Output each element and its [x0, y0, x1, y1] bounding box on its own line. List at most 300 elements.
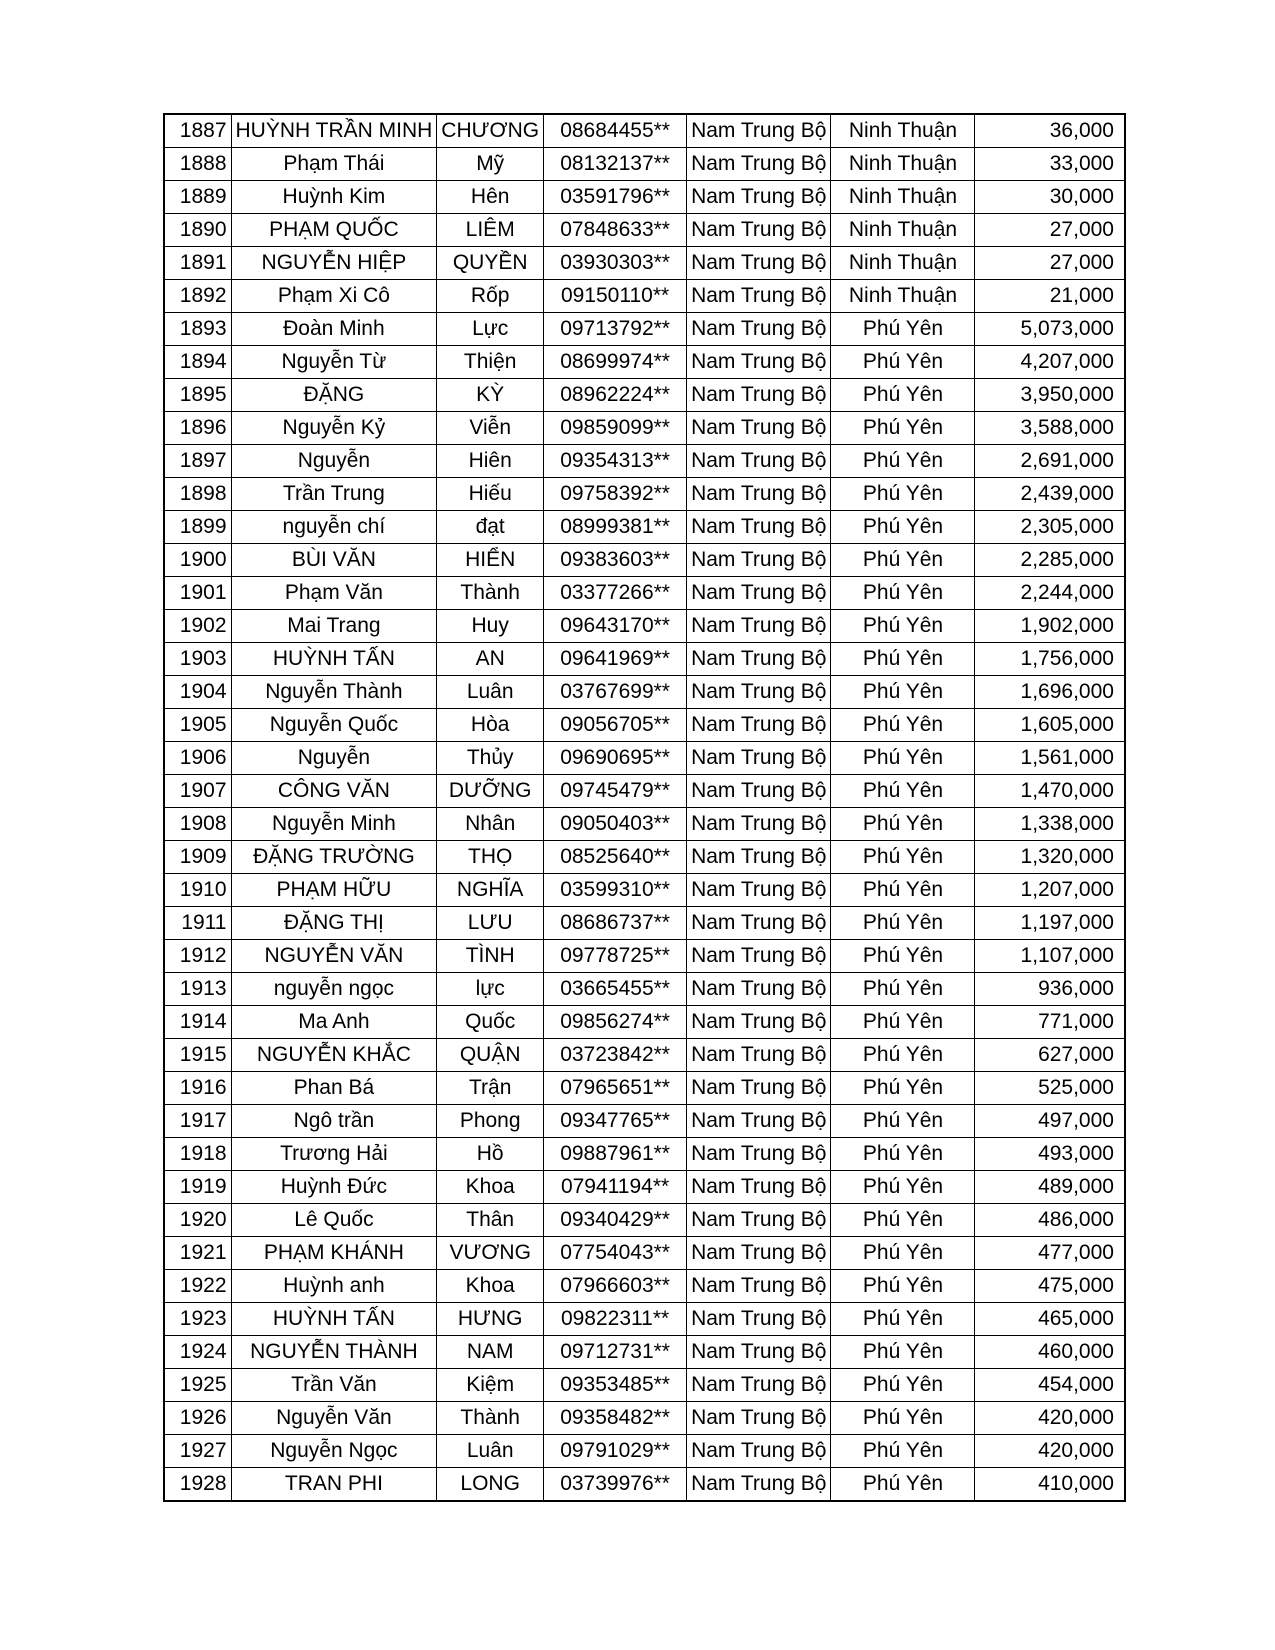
region-cell: Nam Trung Bộ	[687, 1303, 831, 1336]
table-row	[164, 1468, 1125, 1502]
first-name-cell: Hiếu	[437, 478, 544, 511]
row-number-cell: 1906	[164, 742, 231, 775]
phone-number-cell: 09383603**	[544, 544, 687, 577]
phone-number-cell: 09822311**	[544, 1303, 687, 1336]
row-number-cell: 1920	[164, 1204, 231, 1237]
row-number-cell: 1925	[164, 1369, 231, 1402]
phone-number-cell: 09856274**	[544, 1006, 687, 1039]
province-cell: Phú Yên	[831, 643, 975, 676]
first-name-cell: LƯU	[437, 907, 544, 940]
province-cell: Phú Yên	[831, 874, 975, 907]
province-cell: Phú Yên	[831, 445, 975, 478]
phone-number-cell: 09859099**	[544, 412, 687, 445]
table-row	[164, 1006, 1125, 1039]
region-cell: Nam Trung Bộ	[687, 874, 831, 907]
last-middle-name-cell: Huỳnh anh	[231, 1270, 437, 1303]
province-cell: Phú Yên	[831, 1171, 975, 1204]
phone-number-cell: 09358482**	[544, 1402, 687, 1435]
row-number-cell: 1909	[164, 841, 231, 874]
province-cell: Phú Yên	[831, 1072, 975, 1105]
first-name-cell: lực	[437, 973, 544, 1006]
last-middle-name-cell: ĐẶNG TRƯỜNG	[231, 841, 437, 874]
row-number-cell: 1924	[164, 1336, 231, 1369]
province-cell: Ninh Thuận	[831, 114, 975, 148]
last-middle-name-cell: PHẠM HỮU	[231, 874, 437, 907]
last-middle-name-cell: PHẠM KHÁNH	[231, 1237, 437, 1270]
amount-cell: 2,691,000	[975, 445, 1125, 478]
table-row	[164, 478, 1125, 511]
row-number-cell: 1915	[164, 1039, 231, 1072]
table-row	[164, 973, 1125, 1006]
amount-cell: 525,000	[975, 1072, 1125, 1105]
last-middle-name-cell: Mai Trang	[231, 610, 437, 643]
province-cell: Phú Yên	[831, 478, 975, 511]
amount-cell: 5,073,000	[975, 313, 1125, 346]
table-row	[164, 1039, 1125, 1072]
amount-cell: 420,000	[975, 1435, 1125, 1468]
region-cell: Nam Trung Bộ	[687, 114, 831, 148]
first-name-cell: Luân	[437, 676, 544, 709]
last-middle-name-cell: Phạm Xi Cô	[231, 280, 437, 313]
row-number-cell: 1908	[164, 808, 231, 841]
first-name-cell: Thân	[437, 1204, 544, 1237]
last-middle-name-cell: NGUYỄN VĂN	[231, 940, 437, 973]
province-cell: Phú Yên	[831, 1435, 975, 1468]
phone-number-cell: 09643170**	[544, 610, 687, 643]
last-middle-name-cell: NGUYỄN HIỆP	[231, 247, 437, 280]
last-middle-name-cell: Trương Hải	[231, 1138, 437, 1171]
first-name-cell: đạt	[437, 511, 544, 544]
region-cell: Nam Trung Bộ	[687, 181, 831, 214]
data-table	[163, 113, 1126, 1502]
amount-cell: 1,902,000	[975, 610, 1125, 643]
phone-number-cell: 03665455**	[544, 973, 687, 1006]
last-middle-name-cell: ĐẶNG	[231, 379, 437, 412]
region-cell: Nam Trung Bộ	[687, 940, 831, 973]
region-cell: Nam Trung Bộ	[687, 1138, 831, 1171]
table-row	[164, 214, 1125, 247]
first-name-cell: Thiện	[437, 346, 544, 379]
phone-number-cell: 09758392**	[544, 478, 687, 511]
region-cell: Nam Trung Bộ	[687, 247, 831, 280]
row-number-cell: 1913	[164, 973, 231, 1006]
province-cell: Phú Yên	[831, 676, 975, 709]
province-cell: Phú Yên	[831, 973, 975, 1006]
row-number-cell: 1896	[164, 412, 231, 445]
last-middle-name-cell: HUỲNH TRẦN MINH	[231, 114, 437, 148]
region-cell: Nam Trung Bộ	[687, 511, 831, 544]
row-number-cell: 1898	[164, 478, 231, 511]
row-number-cell: 1893	[164, 313, 231, 346]
region-cell: Nam Trung Bộ	[687, 610, 831, 643]
first-name-cell: LIÊM	[437, 214, 544, 247]
region-cell: Nam Trung Bộ	[687, 1435, 831, 1468]
row-number-cell: 1907	[164, 775, 231, 808]
phone-number-cell: 09641969**	[544, 643, 687, 676]
phone-number-cell: 08962224**	[544, 379, 687, 412]
region-cell: Nam Trung Bộ	[687, 280, 831, 313]
amount-cell: 497,000	[975, 1105, 1125, 1138]
phone-number-cell: 07848633**	[544, 214, 687, 247]
region-cell: Nam Trung Bộ	[687, 346, 831, 379]
amount-cell: 3,588,000	[975, 412, 1125, 445]
region-cell: Nam Trung Bộ	[687, 478, 831, 511]
region-cell: Nam Trung Bộ	[687, 676, 831, 709]
first-name-cell: Hồ	[437, 1138, 544, 1171]
last-middle-name-cell: PHẠM QUỐC	[231, 214, 437, 247]
table-row	[164, 247, 1125, 280]
row-number-cell: 1900	[164, 544, 231, 577]
region-cell: Nam Trung Bộ	[687, 445, 831, 478]
phone-number-cell: 03767699**	[544, 676, 687, 709]
amount-cell: 1,207,000	[975, 874, 1125, 907]
amount-cell: 420,000	[975, 1402, 1125, 1435]
table-row	[164, 1237, 1125, 1270]
phone-number-cell: 09690695**	[544, 742, 687, 775]
last-middle-name-cell: nguyễn ngọc	[231, 973, 437, 1006]
table-row	[164, 577, 1125, 610]
phone-number-cell: 09056705**	[544, 709, 687, 742]
row-number-cell: 1923	[164, 1303, 231, 1336]
amount-cell: 21,000	[975, 280, 1125, 313]
first-name-cell: Rốp	[437, 280, 544, 313]
table-row	[164, 1204, 1125, 1237]
phone-number-cell: 03591796**	[544, 181, 687, 214]
amount-cell: 2,244,000	[975, 577, 1125, 610]
first-name-cell: QUYỀN	[437, 247, 544, 280]
phone-number-cell: 07965651**	[544, 1072, 687, 1105]
region-cell: Nam Trung Bộ	[687, 1006, 831, 1039]
region-cell: Nam Trung Bộ	[687, 313, 831, 346]
phone-number-cell: 09347765**	[544, 1105, 687, 1138]
phone-number-cell: 09745479**	[544, 775, 687, 808]
last-middle-name-cell: Nguyễn Thành	[231, 676, 437, 709]
last-middle-name-cell: HUỲNH TẤN	[231, 1303, 437, 1336]
province-cell: Phú Yên	[831, 1138, 975, 1171]
first-name-cell: Thành	[437, 577, 544, 610]
table-row	[164, 1402, 1125, 1435]
province-cell: Phú Yên	[831, 1270, 975, 1303]
table-row	[164, 544, 1125, 577]
region-cell: Nam Trung Bộ	[687, 775, 831, 808]
province-cell: Phú Yên	[831, 1303, 975, 1336]
table-row	[164, 1270, 1125, 1303]
province-cell: Phú Yên	[831, 577, 975, 610]
row-number-cell: 1904	[164, 676, 231, 709]
province-cell: Phú Yên	[831, 775, 975, 808]
province-cell: Phú Yên	[831, 907, 975, 940]
last-middle-name-cell: Nguyễn Kỷ	[231, 412, 437, 445]
table-body	[164, 114, 1125, 1501]
amount-cell: 2,439,000	[975, 478, 1125, 511]
table-row	[164, 445, 1125, 478]
row-number-cell: 1887	[164, 114, 231, 148]
amount-cell: 1,470,000	[975, 775, 1125, 808]
amount-cell: 36,000	[975, 114, 1125, 148]
first-name-cell: QUẬN	[437, 1039, 544, 1072]
row-number-cell: 1912	[164, 940, 231, 973]
last-middle-name-cell: Huỳnh Đức	[231, 1171, 437, 1204]
first-name-cell: Hiên	[437, 445, 544, 478]
row-number-cell: 1927	[164, 1435, 231, 1468]
region-cell: Nam Trung Bộ	[687, 1204, 831, 1237]
phone-number-cell: 07941194**	[544, 1171, 687, 1204]
phone-number-cell: 08525640**	[544, 841, 687, 874]
last-middle-name-cell: Trần Văn	[231, 1369, 437, 1402]
row-number-cell: 1895	[164, 379, 231, 412]
last-middle-name-cell: nguyễn chí	[231, 511, 437, 544]
first-name-cell: AN	[437, 643, 544, 676]
province-cell: Phú Yên	[831, 1336, 975, 1369]
table-row	[164, 313, 1125, 346]
amount-cell: 27,000	[975, 247, 1125, 280]
last-middle-name-cell: Phan Bá	[231, 1072, 437, 1105]
first-name-cell: Viễn	[437, 412, 544, 445]
phone-number-cell: 08684455**	[544, 114, 687, 148]
row-number-cell: 1914	[164, 1006, 231, 1039]
row-number-cell: 1899	[164, 511, 231, 544]
table-row	[164, 808, 1125, 841]
row-number-cell: 1922	[164, 1270, 231, 1303]
region-cell: Nam Trung Bộ	[687, 1072, 831, 1105]
amount-cell: 1,320,000	[975, 841, 1125, 874]
row-number-cell: 1889	[164, 181, 231, 214]
region-cell: Nam Trung Bộ	[687, 1369, 831, 1402]
table-row	[164, 1072, 1125, 1105]
row-number-cell: 1917	[164, 1105, 231, 1138]
table-row	[164, 1303, 1125, 1336]
phone-number-cell: 07966603**	[544, 1270, 687, 1303]
first-name-cell: HƯNG	[437, 1303, 544, 1336]
phone-number-cell: 09713792**	[544, 313, 687, 346]
amount-cell: 460,000	[975, 1336, 1125, 1369]
table-row	[164, 148, 1125, 181]
row-number-cell: 1901	[164, 577, 231, 610]
last-middle-name-cell: HUỲNH TẤN	[231, 643, 437, 676]
province-cell: Phú Yên	[831, 1006, 975, 1039]
amount-cell: 465,000	[975, 1303, 1125, 1336]
last-middle-name-cell: NGUYỄN KHẮC	[231, 1039, 437, 1072]
last-middle-name-cell: NGUYỄN THÀNH	[231, 1336, 437, 1369]
row-number-cell: 1911	[164, 907, 231, 940]
region-cell: Nam Trung Bộ	[687, 1105, 831, 1138]
amount-cell: 1,338,000	[975, 808, 1125, 841]
last-middle-name-cell: Nguyễn Quốc	[231, 709, 437, 742]
amount-cell: 1,197,000	[975, 907, 1125, 940]
amount-cell: 486,000	[975, 1204, 1125, 1237]
province-cell: Ninh Thuận	[831, 280, 975, 313]
region-cell: Nam Trung Bộ	[687, 1402, 831, 1435]
amount-cell: 771,000	[975, 1006, 1125, 1039]
first-name-cell: DƯỠNG	[437, 775, 544, 808]
row-number-cell: 1910	[164, 874, 231, 907]
first-name-cell: NGHĨA	[437, 874, 544, 907]
province-cell: Phú Yên	[831, 1039, 975, 1072]
phone-number-cell: 09791029**	[544, 1435, 687, 1468]
first-name-cell: Hòa	[437, 709, 544, 742]
table-row	[164, 511, 1125, 544]
table-row	[164, 709, 1125, 742]
region-cell: Nam Trung Bộ	[687, 973, 831, 1006]
first-name-cell: Thủy	[437, 742, 544, 775]
region-cell: Nam Trung Bộ	[687, 544, 831, 577]
last-middle-name-cell: Nguyễn Từ	[231, 346, 437, 379]
last-middle-name-cell: Nguyễn Minh	[231, 808, 437, 841]
amount-cell: 3,950,000	[975, 379, 1125, 412]
region-cell: Nam Trung Bộ	[687, 1039, 831, 1072]
phone-number-cell: 09712731**	[544, 1336, 687, 1369]
first-name-cell: THỌ	[437, 841, 544, 874]
first-name-cell: Mỹ	[437, 148, 544, 181]
region-cell: Nam Trung Bộ	[687, 412, 831, 445]
last-middle-name-cell: Đoàn Minh	[231, 313, 437, 346]
row-number-cell: 1928	[164, 1468, 231, 1502]
first-name-cell: VƯƠNG	[437, 1237, 544, 1270]
province-cell: Phú Yên	[831, 1105, 975, 1138]
first-name-cell: CHƯƠNG	[437, 114, 544, 148]
table-row	[164, 841, 1125, 874]
phone-number-cell: 03723842**	[544, 1039, 687, 1072]
table-row	[164, 1435, 1125, 1468]
table-row	[164, 874, 1125, 907]
table-row	[164, 412, 1125, 445]
phone-number-cell: 07754043**	[544, 1237, 687, 1270]
province-cell: Phú Yên	[831, 841, 975, 874]
row-number-cell: 1918	[164, 1138, 231, 1171]
row-number-cell: 1890	[164, 214, 231, 247]
region-cell: Nam Trung Bộ	[687, 577, 831, 610]
row-number-cell: 1905	[164, 709, 231, 742]
amount-cell: 1,696,000	[975, 676, 1125, 709]
table-row	[164, 907, 1125, 940]
region-cell: Nam Trung Bộ	[687, 907, 831, 940]
region-cell: Nam Trung Bộ	[687, 841, 831, 874]
phone-number-cell: 03739976**	[544, 1468, 687, 1502]
region-cell: Nam Trung Bộ	[687, 214, 831, 247]
region-cell: Nam Trung Bộ	[687, 148, 831, 181]
province-cell: Ninh Thuận	[831, 148, 975, 181]
last-middle-name-cell: Nguyễn	[231, 742, 437, 775]
province-cell: Phú Yên	[831, 1369, 975, 1402]
phone-number-cell: 09354313**	[544, 445, 687, 478]
amount-cell: 2,305,000	[975, 511, 1125, 544]
amount-cell: 30,000	[975, 181, 1125, 214]
first-name-cell: Luân	[437, 1435, 544, 1468]
last-middle-name-cell: BÙI VĂN	[231, 544, 437, 577]
table-row	[164, 280, 1125, 313]
table-row	[164, 346, 1125, 379]
first-name-cell: Hên	[437, 181, 544, 214]
phone-number-cell: 09353485**	[544, 1369, 687, 1402]
table-row	[164, 610, 1125, 643]
amount-cell: 1,756,000	[975, 643, 1125, 676]
table-row	[164, 181, 1125, 214]
province-cell: Ninh Thuận	[831, 214, 975, 247]
last-middle-name-cell: Phạm Văn	[231, 577, 437, 610]
province-cell: Phú Yên	[831, 742, 975, 775]
region-cell: Nam Trung Bộ	[687, 709, 831, 742]
province-cell: Phú Yên	[831, 1237, 975, 1270]
phone-number-cell: 08699974**	[544, 346, 687, 379]
row-number-cell: 1891	[164, 247, 231, 280]
phone-number-cell: 03377266**	[544, 577, 687, 610]
province-cell: Phú Yên	[831, 1402, 975, 1435]
province-cell: Phú Yên	[831, 709, 975, 742]
region-cell: Nam Trung Bộ	[687, 808, 831, 841]
table-row	[164, 940, 1125, 973]
province-cell: Phú Yên	[831, 544, 975, 577]
first-name-cell: NAM	[437, 1336, 544, 1369]
region-cell: Nam Trung Bộ	[687, 1468, 831, 1502]
province-cell: Phú Yên	[831, 511, 975, 544]
table-row	[164, 742, 1125, 775]
last-middle-name-cell: Ma Anh	[231, 1006, 437, 1039]
first-name-cell: KỲ	[437, 379, 544, 412]
amount-cell: 454,000	[975, 1369, 1125, 1402]
region-cell: Nam Trung Bộ	[687, 379, 831, 412]
region-cell: Nam Trung Bộ	[687, 1336, 831, 1369]
province-cell: Phú Yên	[831, 940, 975, 973]
table-row	[164, 1336, 1125, 1369]
province-cell: Phú Yên	[831, 1468, 975, 1502]
amount-cell: 410,000	[975, 1468, 1125, 1502]
table-row	[164, 114, 1125, 148]
amount-cell: 2,285,000	[975, 544, 1125, 577]
last-middle-name-cell: Nguyễn Văn	[231, 1402, 437, 1435]
last-middle-name-cell: TRAN PHI	[231, 1468, 437, 1502]
amount-cell: 4,207,000	[975, 346, 1125, 379]
first-name-cell: Khoa	[437, 1270, 544, 1303]
amount-cell: 493,000	[975, 1138, 1125, 1171]
amount-cell: 489,000	[975, 1171, 1125, 1204]
table-row	[164, 676, 1125, 709]
region-cell: Nam Trung Bộ	[687, 742, 831, 775]
first-name-cell: Thành	[437, 1402, 544, 1435]
amount-cell: 1,561,000	[975, 742, 1125, 775]
phone-number-cell: 09887961**	[544, 1138, 687, 1171]
province-cell: Phú Yên	[831, 379, 975, 412]
amount-cell: 1,605,000	[975, 709, 1125, 742]
province-cell: Phú Yên	[831, 808, 975, 841]
phone-number-cell: 08686737**	[544, 907, 687, 940]
phone-number-cell: 08999381**	[544, 511, 687, 544]
row-number-cell: 1894	[164, 346, 231, 379]
province-cell: Phú Yên	[831, 313, 975, 346]
first-name-cell: Kiệm	[437, 1369, 544, 1402]
amount-cell: 475,000	[975, 1270, 1125, 1303]
first-name-cell: Khoa	[437, 1171, 544, 1204]
table-row	[164, 379, 1125, 412]
row-number-cell: 1926	[164, 1402, 231, 1435]
amount-cell: 33,000	[975, 148, 1125, 181]
first-name-cell: Huy	[437, 610, 544, 643]
last-middle-name-cell: CÔNG VĂN	[231, 775, 437, 808]
last-middle-name-cell: Ngô trần	[231, 1105, 437, 1138]
first-name-cell: Trận	[437, 1072, 544, 1105]
phone-number-cell: 09778725**	[544, 940, 687, 973]
amount-cell: 627,000	[975, 1039, 1125, 1072]
province-cell: Ninh Thuận	[831, 247, 975, 280]
amount-cell: 27,000	[975, 214, 1125, 247]
phone-number-cell: 08132137**	[544, 148, 687, 181]
phone-number-cell: 09150110**	[544, 280, 687, 313]
phone-number-cell: 09050403**	[544, 808, 687, 841]
table-row	[164, 1369, 1125, 1402]
amount-cell: 936,000	[975, 973, 1125, 1006]
table-row	[164, 643, 1125, 676]
last-middle-name-cell: ĐẶNG THỊ	[231, 907, 437, 940]
province-cell: Phú Yên	[831, 1204, 975, 1237]
